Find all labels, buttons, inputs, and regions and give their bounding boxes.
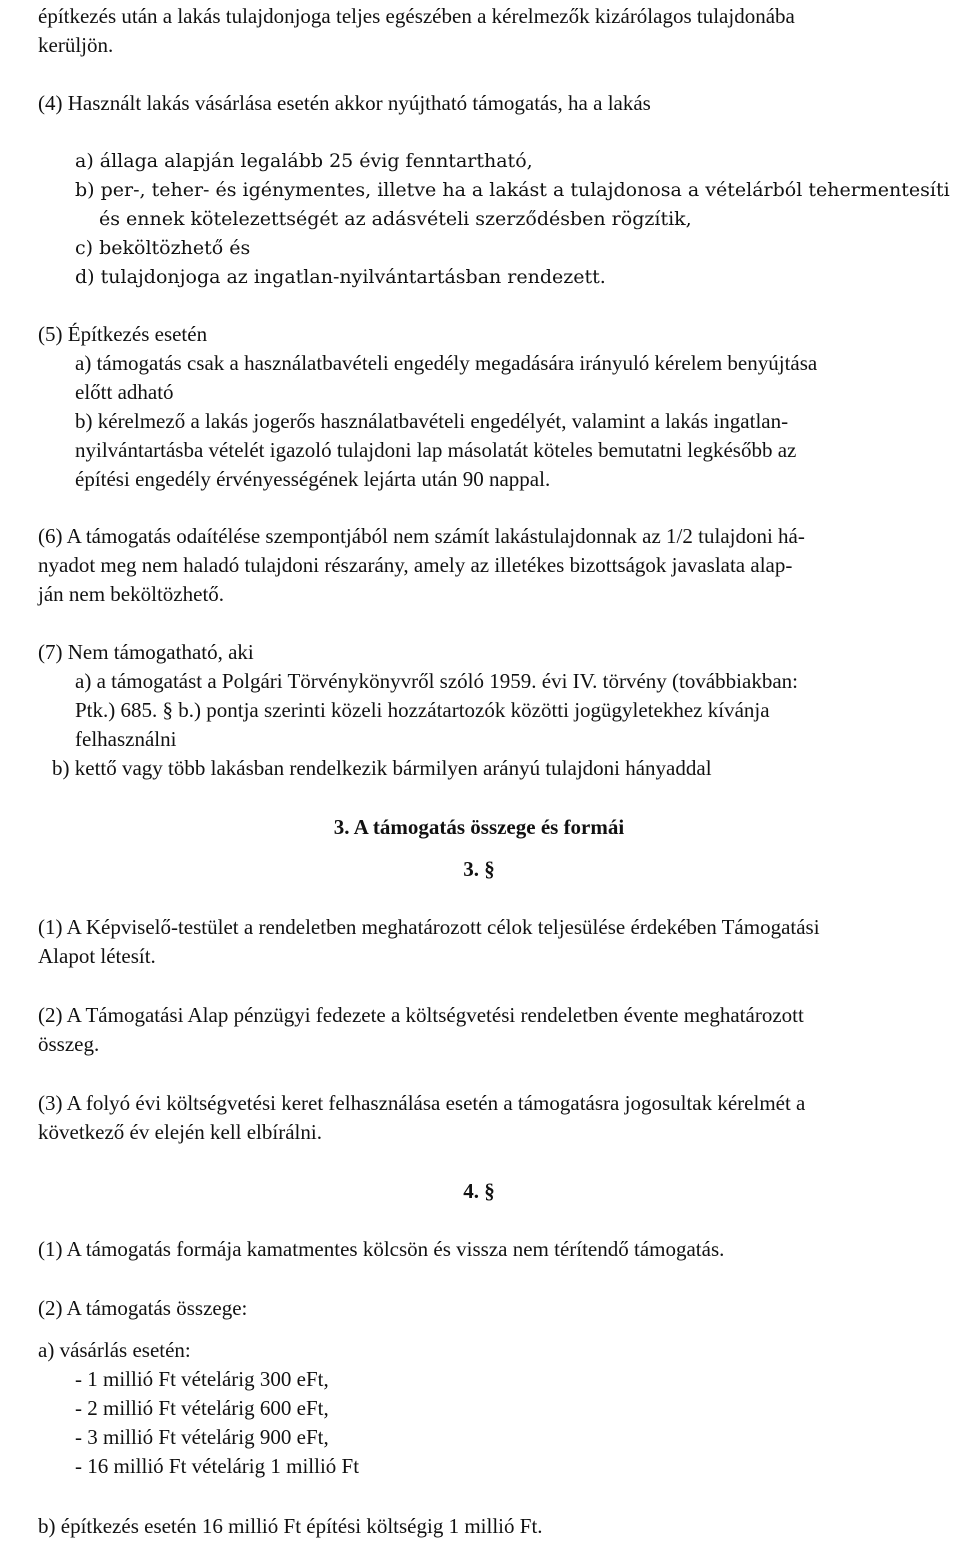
section-4-paragraph-number: 4. § — [463, 1179, 495, 1203]
p7-item-b: b) kettő vagy több lakásban rendelkezik bármilyen arányú tulajdoni hányaddal — [52, 756, 712, 780]
p5-item-b-line-3: építési engedély érvényességének lejárta után 90 nappal. — [75, 467, 551, 491]
s4-amount-item: - 3 millió Ft vételárig 900 eFt, — [75, 1425, 329, 1449]
s4-amount-item: - 1 millió Ft vételárig 300 eFt, — [75, 1367, 329, 1391]
p5-item-b-line-1: b) kérelmező a lakás jogerős használatbavételi engedélyét, valamint a lakás ingatlan- — [75, 409, 789, 433]
s4-item-b: b) építkezés esetén 16 millió Ft építési költségig 1 millió Ft. — [38, 1514, 543, 1538]
p7-lead: (7) Nem támogatható, aki — [38, 640, 254, 664]
p7-item-a-line-3: felhasználni — [75, 727, 177, 751]
p6-line-3: ján nem beköltözhető. — [38, 582, 225, 606]
p5-lead: (5) Építkezés esetén — [38, 322, 208, 346]
intro-line-1: építkezés után a lakás tulajdonjoga teljes egészében a kérelmezők kizárólagos tulajdonába — [38, 4, 795, 28]
s3-item-2-line-1: (2) A Támogatási Alap pénzügyi fedezete a költségvetési rendeletben évente meghatározott — [38, 1003, 804, 1027]
s3-item-3-line-2: következő év elején kell elbírálni. — [38, 1120, 322, 1144]
s4-amount-item: - 2 millió Ft vételárig 600 eFt, — [75, 1396, 329, 1420]
s4-item-2: (2) A támogatás összege: — [38, 1296, 248, 1320]
s4-item-a: a) vásárlás esetén: — [38, 1338, 191, 1362]
p4-item-b-line-2: és ennek kötelezettségét az adásvételi szerződésben rögzítik, — [99, 208, 692, 230]
s3-item-1-line-2: Alapot létesít. — [38, 944, 156, 968]
s4-amount-item: - 16 millió Ft vételárig 1 millió Ft — [75, 1454, 360, 1478]
s4-item-1: (1) A támogatás formája kamatmentes kölcsön és vissza nem térítendő támogatás. — [38, 1237, 725, 1261]
intro-line-2: kerüljön. — [38, 33, 114, 57]
p5-item-b-line-2: nyilvántartásba vételét igazoló tulajdoni lap másolatát köteles bemutatni legkésőbb az — [75, 438, 797, 462]
section-3-paragraph-number: 3. § — [463, 857, 495, 881]
s3-item-1-line-1: (1) A Képviselő-testület a rendeletben meghatározott célok teljesülése érdekében Támogatási — [38, 915, 820, 939]
s3-item-2-line-2: összeg. — [38, 1032, 100, 1056]
p5-item-a-line-2: előtt adható — [75, 380, 174, 404]
p4-lead: (4) Használt lakás vásárlása esetén akkor nyújtható támogatás, ha a lakás — [38, 91, 651, 115]
p7-item-a-line-2: Ptk.) 685. § b.) pontja szerinti közeli hozzátartozók közötti jogügyletekhez kívánja — [75, 698, 770, 722]
section-3-title: 3. A támogatás összege és formái — [333, 815, 625, 839]
p7-item-a-line-1: a) a támogatást a Polgári Törvénykönyvről szóló 1959. évi IV. törvény (továbbiakban: — [75, 669, 798, 693]
p5-item-a-line-1: a) támogatás csak a használatbavételi engedély megadására irányuló kérelem benyújtása — [75, 351, 818, 375]
p4-item-a: a) állaga alapján legalább 25 évig fenntartható, — [75, 150, 533, 172]
p4-item-b-line-1: b) per-, teher- és igénymentes, illetve ha a lakást a tulajdonosa a vételárból tehermentesíti — [75, 179, 950, 201]
p4-item-d: d) tulajdonjoga az ingatlan-nyilvántartásban rendezett. — [75, 266, 606, 288]
s3-item-3-line-1: (3) A folyó évi költségvetési keret felhasználása esetén a támogatásra jogosultak kérelmét a — [38, 1091, 806, 1115]
p4-item-c: c) beköltözhető és — [75, 237, 251, 259]
p6-line-2: nyadot meg nem haladó tulajdoni részarány, amely az illetékes bizottságok javaslata alap- — [38, 553, 793, 577]
p6-line-1: (6) A támogatás odaítélése szempontjából nem számít lakástulajdonnak az 1/2 tulajdoni há- — [38, 524, 805, 548]
